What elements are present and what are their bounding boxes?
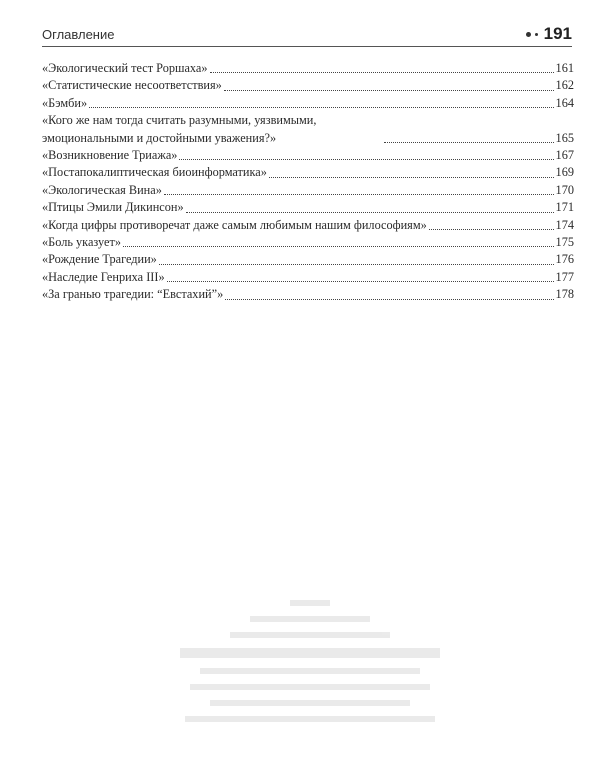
toc-entry-page: 175 bbox=[555, 235, 574, 250]
page-header bbox=[42, 22, 572, 47]
toc-entry bbox=[42, 77, 574, 94]
dot-leader bbox=[167, 281, 554, 282]
toc-entry bbox=[42, 217, 574, 234]
toc-entry-page: 177 bbox=[555, 269, 574, 284]
toc-entry-title: «Постапокалиптическая биоинформатика» bbox=[42, 165, 267, 180]
dot-leader bbox=[186, 212, 554, 213]
toc-entry-page: 174 bbox=[555, 217, 574, 232]
toc-entry-title: «Экологическая Вина» bbox=[42, 182, 162, 197]
dot-leader bbox=[429, 229, 554, 230]
toc-entry bbox=[42, 95, 574, 112]
toc-entry-title: «Возникновение Триажа» bbox=[42, 148, 178, 163]
toc-entry bbox=[42, 234, 574, 251]
dot-leader bbox=[269, 177, 554, 178]
toc-entry-title: «Когда цифры противоречат даже самым любимым нашим философиям» bbox=[42, 217, 427, 232]
toc-entry bbox=[42, 164, 574, 181]
toc-entry-title: «Птицы Эмили Дикинсон» bbox=[42, 200, 184, 215]
header-right bbox=[526, 24, 572, 44]
show-through-shadow bbox=[160, 590, 460, 770]
toc-entry bbox=[42, 147, 574, 164]
toc-entry-page: 165 bbox=[555, 130, 574, 145]
toc-entry bbox=[42, 199, 574, 216]
bullet-dots-icon bbox=[526, 32, 538, 37]
dot-leader bbox=[224, 90, 554, 91]
toc-entry-page: 176 bbox=[555, 252, 574, 267]
dot-leader bbox=[179, 159, 553, 160]
toc-entry-page: 170 bbox=[555, 182, 574, 197]
dot-leader bbox=[225, 299, 553, 300]
toc-entry bbox=[42, 112, 574, 147]
toc-entry-page: 178 bbox=[555, 287, 574, 302]
toc-entry-page: 161 bbox=[555, 61, 574, 75]
dot-leader bbox=[89, 107, 553, 108]
toc-entry-page: 169 bbox=[555, 165, 574, 180]
dot-leader bbox=[159, 264, 554, 265]
toc-entry-title: «Наследие Генриха III» bbox=[42, 269, 165, 284]
toc-entry-page: 171 bbox=[555, 200, 574, 215]
toc-entry bbox=[42, 251, 574, 268]
dot-leader bbox=[164, 194, 554, 195]
toc-entry-title: «Боль указует» bbox=[42, 235, 121, 250]
toc-entry bbox=[42, 60, 574, 77]
toc-entry bbox=[42, 182, 574, 199]
toc-entry-title: «Кого же нам тогда считать разумными, уязвимыми, эмоциональными и достойными уважения?» bbox=[42, 113, 317, 145]
toc-entry-title: «Бэмби» bbox=[42, 95, 88, 110]
toc-entry-title: «Статистические несоответствия» bbox=[42, 78, 222, 93]
toc-entry-title: «Экологический тест Роршаха» bbox=[42, 61, 208, 75]
header-title: Оглавление bbox=[42, 27, 115, 42]
page-number: 191 bbox=[543, 24, 572, 43]
dot-leader bbox=[123, 246, 554, 247]
toc-entry bbox=[42, 269, 574, 286]
table-of-contents bbox=[42, 60, 574, 304]
dot-leader bbox=[384, 142, 554, 143]
toc-entry bbox=[42, 286, 574, 303]
toc-entry-page: 167 bbox=[555, 148, 574, 163]
dot-leader bbox=[210, 72, 554, 73]
toc-entry-page: 162 bbox=[555, 78, 574, 93]
toc-entry-page: 164 bbox=[555, 95, 574, 110]
toc-entry-title: «За гранью трагедии: “Евстахий”» bbox=[42, 287, 224, 302]
toc-entry-title: «Рождение Трагедии» bbox=[42, 252, 157, 267]
